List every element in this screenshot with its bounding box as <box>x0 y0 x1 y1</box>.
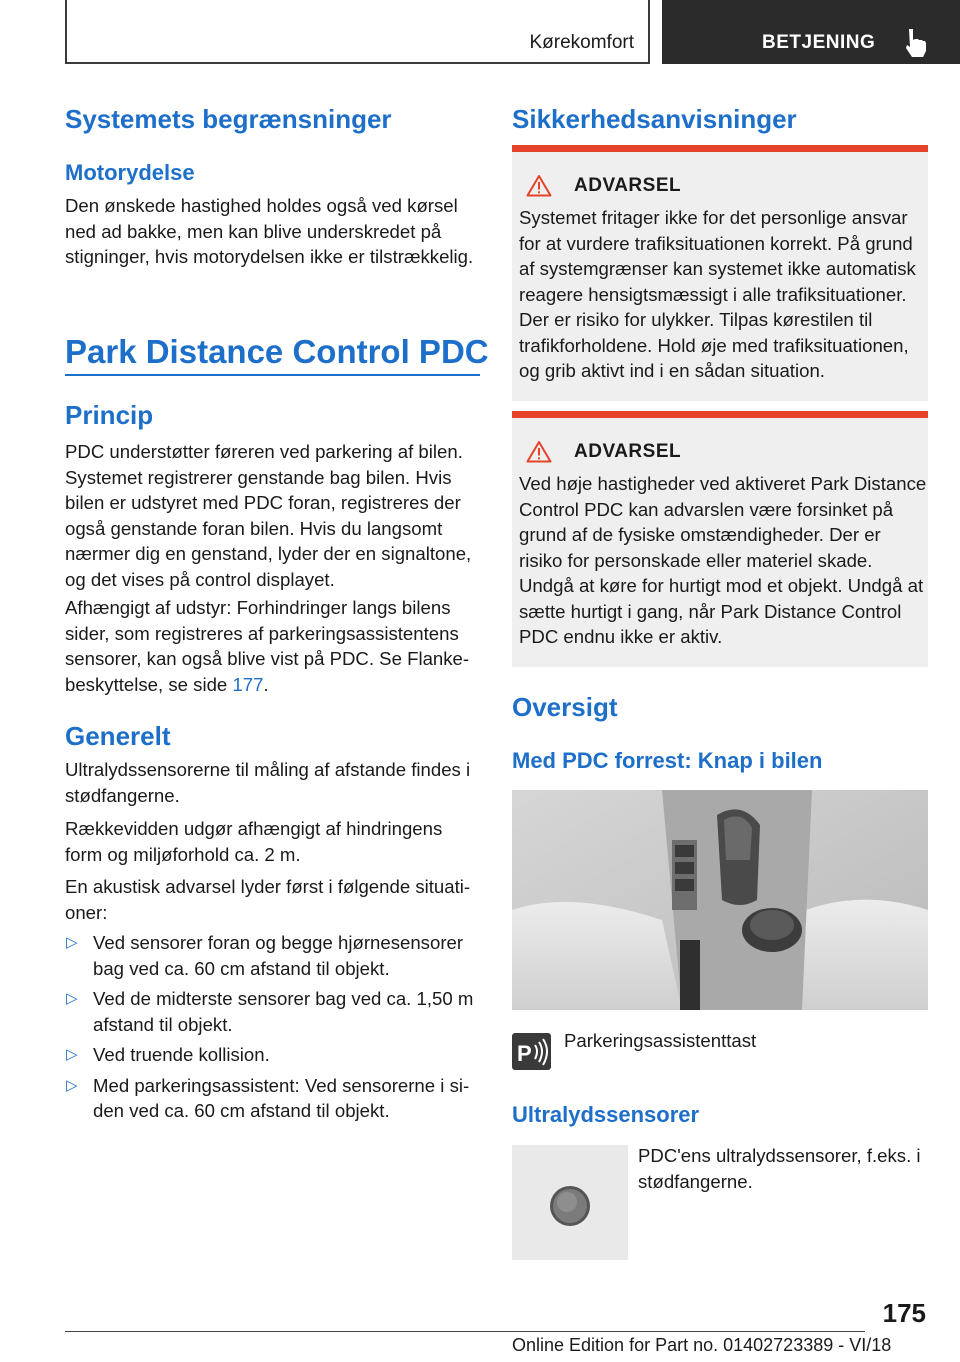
hand-pointer-icon <box>902 27 928 57</box>
generelt-paragraph-3: En akustisk advarsel lyder først i følgende situationer: <box>65 876 471 923</box>
generelt-paragraph-2: Rækkevidden udgør afhængigt af hindringens form og miljøforhold ca. 2 m. <box>65 818 443 865</box>
triangle-bullet-icon: ▷ <box>66 934 78 951</box>
list-item-text: Ved sensorer foran og begge hjørnesensorer bag ved ca. 60 cm afstand til objekt. <box>93 932 464 979</box>
warning-triangle-icon <box>526 174 552 197</box>
header-section-title: Kørekomfort <box>529 32 634 53</box>
footer-edition-text: Online Edition for Part no. 01402723389 - VI/18 <box>512 1335 892 1355</box>
front-pdc-heading: Med PDC forrest: Knap i bilen <box>512 748 823 773</box>
header-section-box <box>65 0 650 64</box>
generelt-heading: Generelt <box>65 721 171 751</box>
sensors-paragraph: PDC'ens ultralydssensorer, f.eks. i stødfangerne. <box>638 1145 921 1192</box>
warning-title: ADVARSEL <box>574 440 682 462</box>
page-reference-link[interactable]: 177 <box>232 673 264 695</box>
princip-paragraph-2 <box>65 595 480 697</box>
pdc-heading: Park Distance Control PDC <box>65 333 489 370</box>
triangle-bullet-icon: ▷ <box>66 990 78 1007</box>
warning-box-2 <box>512 411 928 667</box>
triangle-bullet-icon: ▷ <box>66 1046 78 1063</box>
header-chapter-label: BETJENING <box>762 32 876 53</box>
list-item <box>65 986 485 1037</box>
list-item-text: Med parkeringsassistent: Ved sensorerne i siden ved ca. 60 cm afstand til objekt. <box>93 1074 470 1121</box>
limits-heading: Systemets begrænsninger <box>65 104 392 134</box>
warning-box-1 <box>512 145 928 401</box>
list-item <box>65 930 485 981</box>
page-number: 175 <box>882 1298 926 1328</box>
motor-paragraph: Den ønskede hastighed holdes også ved kørsel ned ad bakke, men kan blive underskredet på stigninger, hvis motorydelsen ikke er tilstrækkelig. <box>65 195 474 267</box>
list-item-text: Ved de midterste sensorer bag ved ca. 1,50 m afstand til objekt. <box>93 988 474 1035</box>
warning-triangle-icon <box>526 440 552 463</box>
motor-heading: Motorydelse <box>65 160 195 185</box>
generelt-paragraph-1: Ultralydssensorerne til måling af afstande findes i stødfangerne. <box>65 759 471 806</box>
safety-heading: Sikkerhedsanvisninger <box>512 104 797 134</box>
sensors-heading: Ultralydssensorer <box>512 1102 700 1127</box>
triangle-bullet-icon: ▷ <box>66 1076 78 1094</box>
warning-situations-list <box>65 930 485 1129</box>
center-console-photo <box>512 790 928 1010</box>
warning-text: Ved høje hastigheder ved aktiveret Park Distance Control PDC kan advarslen være forsinket på grund af de fysiske omstændigheder. Der er risiko for personskade eller materiel skade. Undgå at køre for hurtigt mod et objekt. Undgå at sætte hurtigt i gang, når Park Distance Control PDC endnu ikke er aktiv. <box>519 473 927 647</box>
button-caption: Parkeringsassistenttast <box>564 1030 757 1051</box>
warning-text: Systemet fritager ikke for det personlige ansvar for at vurdere trafiksituationen korrekt. På grund af systemgrænser kan systemet ikke automatisk reagere hensigtsmæssigt i alle trafiksituationer. Der er risiko for ulykker. Tilpas kørestilen til trafikforholdene. Hold øje med trafiksituationen, og grib aktivt ind i en sådan situation. <box>519 207 916 381</box>
princip-paragraph-1: PDC understøtter føreren ved parkering af bilen. Systemet registrerer genstande bag bilen. Hvis bilen er udstyret med PDC foran, registreres der også genstande foran bilen. Hvis du langsomt nærmer dig en genstand, lyder der en signaltone, og det vises på control displayet. <box>65 441 472 590</box>
parking-assistant-button-icon <box>512 1033 551 1070</box>
list-item <box>65 1042 485 1068</box>
list-item-text: Ved truende kollision. <box>93 1044 270 1065</box>
warning-header <box>526 440 681 463</box>
footer-divider <box>65 1331 865 1332</box>
princip-paragraph-2-end: . <box>263 673 269 695</box>
list-item <box>65 1073 485 1124</box>
oversigt-heading: Oversigt <box>512 692 618 722</box>
sensor-image <box>512 1145 628 1260</box>
warning-header <box>526 174 681 197</box>
warning-title: ADVARSEL <box>574 174 682 196</box>
ultrasonic-sensor-illustration <box>512 1145 628 1260</box>
pdc-heading-rule <box>65 374 480 376</box>
header-chapter-tab <box>662 0 960 64</box>
princip-heading: Princip <box>65 400 154 430</box>
center-console-illustration <box>512 790 928 1010</box>
svg-text:P: P <box>517 1041 532 1066</box>
princip-paragraph-2-text: Afhængigt af udstyr: Forhindringer langs bilens sider, som registreres af parkeringsassistentens sensorer, kan også blive vist på PDC. Se Flankebeskyttelse, se side <box>65 597 470 695</box>
